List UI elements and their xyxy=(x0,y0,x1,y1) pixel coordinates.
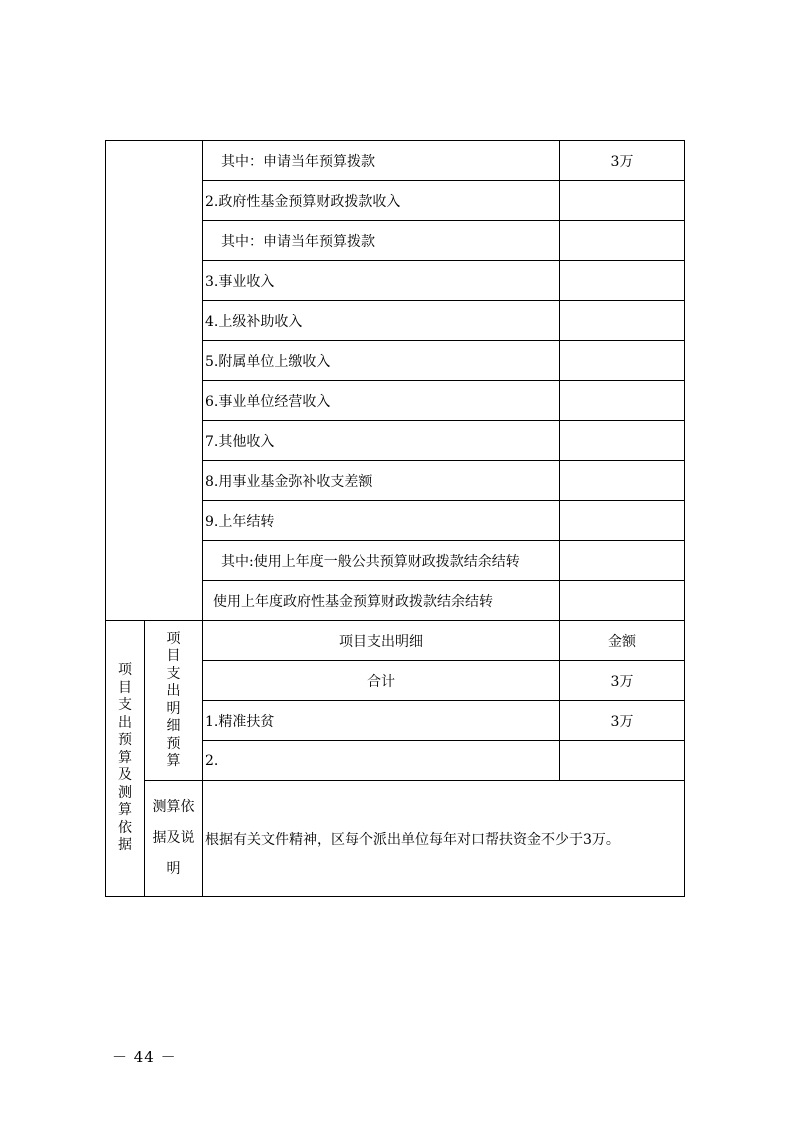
row-label: 9.上年结转 xyxy=(203,501,560,541)
row-label: 使用上年度政府性基金预算财政拨款结余结转 xyxy=(203,581,560,621)
table-row xyxy=(106,141,685,181)
amount-header: 金额 xyxy=(560,621,685,661)
row-amount xyxy=(560,461,685,501)
inner-section-label: 项目支出明细预算 xyxy=(145,621,203,781)
row-amount xyxy=(560,341,685,381)
total-label: 合计 xyxy=(203,661,560,701)
row-label: 其中：申请当年预算拨款 xyxy=(203,221,560,261)
item-label: 2. xyxy=(203,741,560,781)
row-label: 其中：申请当年预算拨款 xyxy=(203,141,560,181)
outer-section-label: 项目支出预算及测算依据 xyxy=(106,621,145,897)
table-row xyxy=(106,621,685,661)
item-amount: 3万 xyxy=(560,701,685,741)
item-amount xyxy=(560,741,685,781)
budget-table xyxy=(105,140,685,897)
page-number: － 44 － xyxy=(112,1048,177,1066)
row-amount xyxy=(560,501,685,541)
basis-label: 测算依 据及说 明 xyxy=(145,781,203,897)
row-label: 5.附属单位上缴收入 xyxy=(203,341,560,381)
item-label: 1.精准扶贫 xyxy=(203,701,560,741)
row-label: 3.事业收入 xyxy=(203,261,560,301)
row-amount: 3万 xyxy=(560,141,685,181)
detail-header: 项目支出明细 xyxy=(203,621,560,661)
row-label: 7.其他收入 xyxy=(203,421,560,461)
blank-label-cell xyxy=(106,141,203,621)
row-amount xyxy=(560,581,685,621)
row-amount xyxy=(560,261,685,301)
total-amount: 3万 xyxy=(560,661,685,701)
row-amount xyxy=(560,221,685,261)
row-amount xyxy=(560,421,685,461)
table-row xyxy=(106,781,685,897)
row-label: 4.上级补助收入 xyxy=(203,301,560,341)
row-amount xyxy=(560,301,685,341)
row-label: 其中:使用上年度一般公共预算财政拨款结余结转 xyxy=(203,541,560,581)
row-label: 8.用事业基金弥补收支差额 xyxy=(203,461,560,501)
basis-text: 根据有关文件精神，区每个派出单位每年对口帮扶资金不少于3万。 xyxy=(203,781,685,897)
row-amount xyxy=(560,541,685,581)
row-label: 2.政府性基金预算财政拨款收入 xyxy=(203,181,560,221)
row-amount xyxy=(560,381,685,421)
row-amount xyxy=(560,181,685,221)
row-label: 6.事业单位经营收入 xyxy=(203,381,560,421)
